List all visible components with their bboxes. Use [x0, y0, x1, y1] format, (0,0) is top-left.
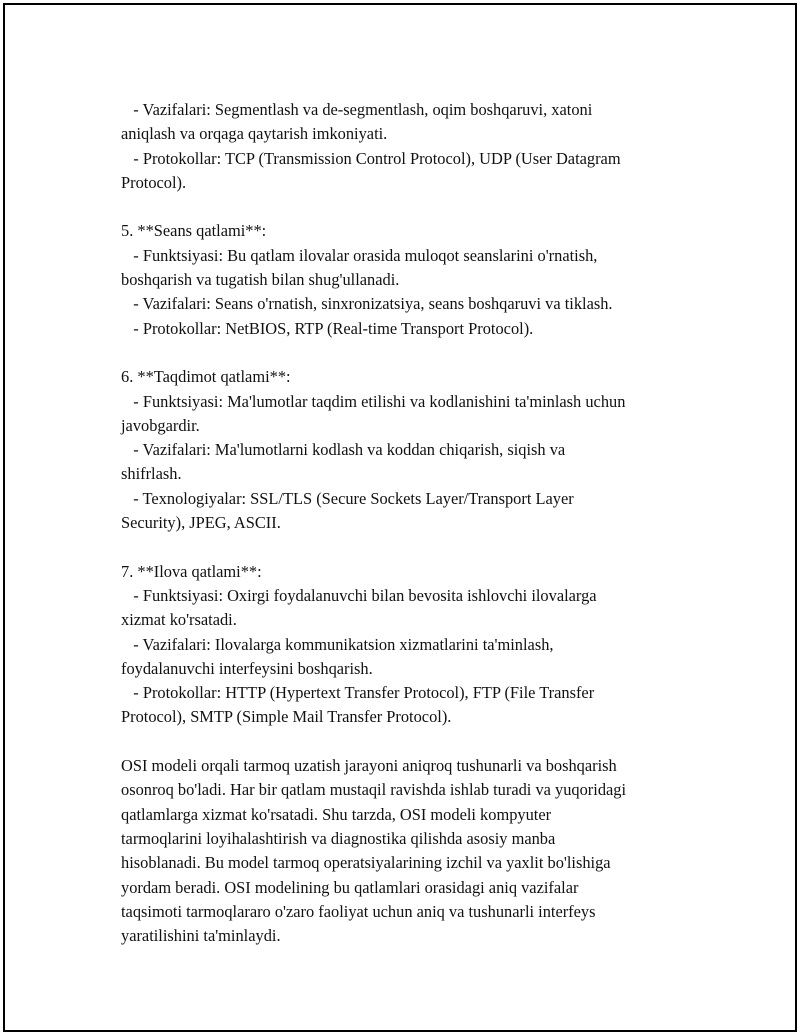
text-line: 6. **Taqdimot qatlami**:: [121, 367, 291, 387]
text-line: OSI modeli orqali tarmoq uzatish jarayoni aniqroq tushunarli va boshqarish: [121, 756, 617, 776]
blank-line: [121, 535, 701, 559]
text-block: [121, 219, 701, 340]
text-line: osonroq bo'ladi. Har bir qatlam mustaqil ravishda ishlab turadi va yuqoridagi: [121, 780, 627, 800]
text-line: yaratilishini ta'minlaydi.: [121, 926, 281, 946]
text-line: - Vazifalari: Ma'lumotlarni kodlash va koddan chiqarish, siqish va: [121, 440, 566, 460]
text-line: tarmoqlarini loyihalashtirish va diagnostika qilishda asosiy manba: [121, 828, 556, 848]
text-line: yordam beradi. OSI modelining bu qatlamlari orasidagi aniq vazifalar: [121, 877, 579, 897]
text-line: - Protokollar: NetBIOS, RTP (Real-time Transport Protocol).: [121, 318, 534, 338]
text-line: 7. **Ilova qatlami**:: [121, 561, 262, 581]
text-line: Security), JPEG, ASCII.: [121, 513, 281, 533]
blank-line: [121, 195, 701, 219]
text-line: foydalanuvchi interfeysini boshqarish.: [121, 658, 373, 678]
text-line: shifrlash.: [121, 464, 182, 484]
document-body: [121, 98, 701, 948]
text-block: [121, 98, 701, 195]
text-line: taqsimoti tarmoqlararo o'zaro faoliyat uchun aniq va tushunarli interfeys: [121, 901, 596, 921]
blank-line: [121, 730, 701, 754]
text-block: [121, 365, 701, 535]
text-block: [121, 560, 701, 730]
blank-line: [121, 341, 701, 365]
text-line: xizmat ko'rsatadi.: [121, 610, 237, 630]
text-line: - Funktsiyasi: Oxirgi foydalanuvchi bilan bevosita ishlovchi ilovalarga: [121, 585, 597, 605]
text-line: boshqarish va tugatish bilan shug'ullanadi.: [121, 270, 400, 290]
text-line: Protocol), SMTP (Simple Mail Transfer Protocol).: [121, 707, 452, 727]
text-line: javobgardir.: [121, 415, 200, 435]
text-line: - Funktsiyasi: Bu qatlam ilovalar orasida muloqot seanslarini o'rnatish,: [121, 245, 598, 265]
text-block: [121, 754, 701, 948]
text-line: qatlamlarga xizmat ko'rsatadi. Shu tarzda, OSI modeli kompyuter: [121, 804, 552, 824]
text-line: hisoblanadi. Bu model tarmoq operatsiyalarining izchil va yaxlit bo'lishiga: [121, 853, 611, 873]
text-line: - Protokollar: HTTP (Hypertext Transfer Protocol), FTP (File Transfer: [121, 683, 595, 703]
text-line: 5. **Seans qatlami**:: [121, 221, 267, 241]
text-line: - Vazifalari: Ilovalarga kommunikatsion xizmatlarini ta'minlash,: [121, 634, 554, 654]
text-line: - Protokollar: TCP (Transmission Control Protocol), UDP (User Datagram: [121, 148, 621, 168]
text-line: - Vazifalari: Seans o'rnatish, sinxronizatsiya, seans boshqaruvi va tiklash.: [121, 294, 613, 314]
text-line: - Vazifalari: Segmentlash va de-segmentlash, oqim boshqaruvi, xatoni: [121, 100, 593, 119]
text-line: Protocol).: [121, 172, 187, 192]
page-frame: [3, 3, 797, 1032]
text-line: - Texnologiyalar: SSL/TLS (Secure Sockets Layer/Transport Layer: [121, 488, 574, 508]
text-line: - Funktsiyasi: Ma'lumotlar taqdim etilishi va kodlanishini ta'minlash uchun: [121, 391, 626, 411]
text-line: aniqlash va orqaga qaytarish imkoniyati.: [121, 124, 388, 144]
